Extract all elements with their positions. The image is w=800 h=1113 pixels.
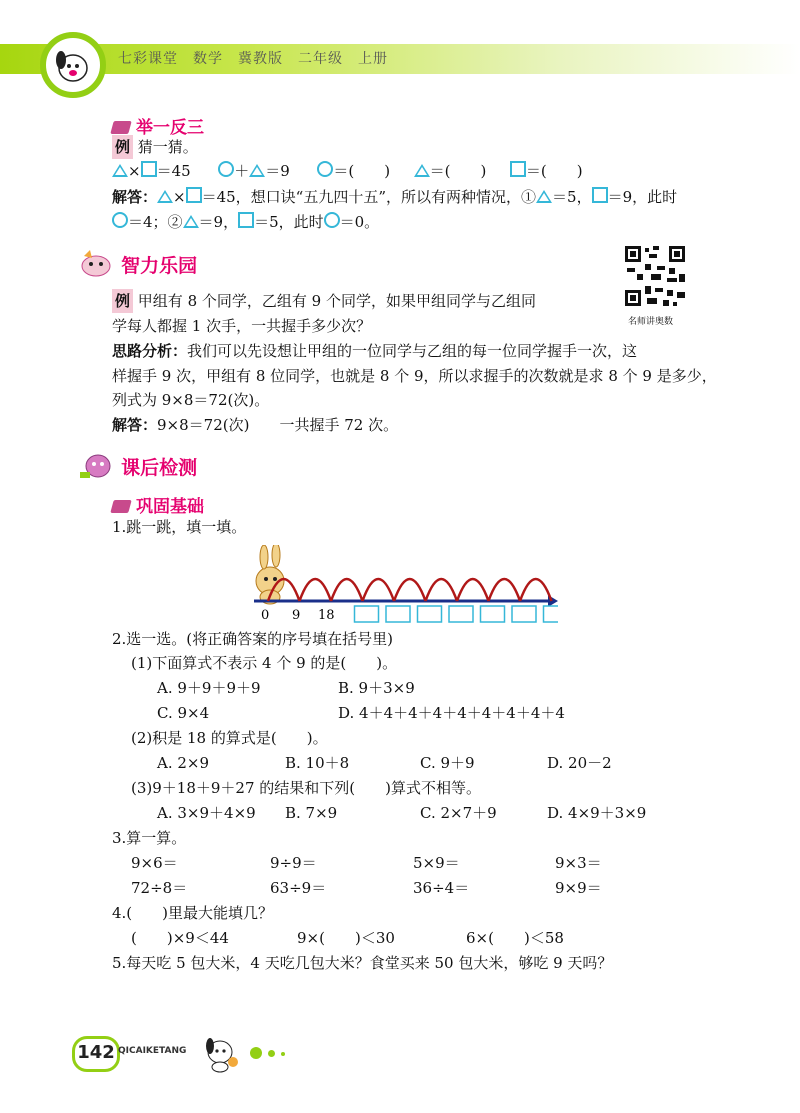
answer-box[interactable]: [386, 606, 410, 622]
option: D. 4×9＋3×9: [547, 804, 647, 822]
dog-mascot-icon: [200, 1034, 242, 1074]
answer-text: ＝0。: [339, 213, 380, 231]
circle-icon: [317, 161, 333, 177]
option: C. 9＋9: [420, 754, 475, 772]
calc-item: 36÷4＝: [413, 879, 470, 897]
jump-arc: [300, 579, 332, 601]
puzzle-example-line-2: 学每人都握 1 次手，一共握手多少次？: [112, 317, 372, 335]
jump-arc: [363, 579, 395, 601]
jump-arc: [520, 579, 552, 601]
example-line: [112, 135, 198, 159]
option: B. 9＋3×9: [338, 679, 415, 697]
answer-text: ＝9，此时: [607, 188, 678, 206]
calc-item: 9×6＝: [131, 854, 178, 872]
square-icon: [141, 161, 157, 177]
option: C. 9×4: [157, 704, 210, 722]
option: D. 20－2: [547, 754, 612, 772]
section-title-text: 举一反三: [136, 118, 204, 138]
question-2: 2.选一选。(将正确答案的序号填在括号里): [112, 630, 394, 648]
question-3: 3.算一算。: [112, 829, 187, 847]
book-icon: [110, 500, 131, 513]
book-icon: [110, 121, 131, 134]
triangle-icon: [157, 190, 173, 203]
answer-line-2: [112, 210, 379, 234]
answer-box[interactable]: [418, 606, 442, 622]
inequality-item: 9×( )＜30: [297, 929, 395, 947]
section-title-homework: [76, 450, 197, 480]
tick-label-0: 0: [261, 608, 270, 623]
answer-text: ＝5，: [552, 188, 592, 206]
jump-arc: [489, 579, 521, 601]
question-2-3: (3)9＋18＋9＋27 的结果和下列( )算式不相等。: [131, 779, 481, 797]
example-label: 例: [112, 135, 133, 159]
eq-text: ＝45: [156, 162, 191, 180]
analysis-label: 思路分析：: [112, 342, 188, 360]
jump-arc: [331, 579, 363, 601]
section-title-puzzle: [76, 248, 197, 278]
question-2-1: (1)下面算式不表示 4 个 9 的是( )。: [131, 654, 398, 672]
puzzle-example-line-1: [112, 289, 536, 313]
answer-text: ＝5，此时: [254, 213, 324, 231]
tick-label-9: 9: [292, 608, 301, 623]
decor-dot: [281, 1052, 285, 1056]
header-title: 七彩课堂 数学 冀教版 二年级 上册: [118, 51, 388, 67]
option: D. 4＋4＋4＋4＋4＋4＋4＋4＋4: [338, 704, 565, 722]
jump-arc: [457, 579, 489, 601]
answer-box[interactable]: [512, 606, 536, 622]
tick-label-18: 18: [318, 608, 335, 623]
puzzle-answer-line: [112, 413, 398, 437]
option: C. 2×7＋9: [420, 804, 497, 822]
equations-line: [112, 159, 583, 183]
mascot-logo: [40, 32, 106, 98]
inequality-item: 6×( )＜58: [466, 929, 564, 947]
answer-text: ×: [173, 188, 186, 206]
calc-item: 9×3＝: [555, 854, 602, 872]
number-line: [248, 545, 558, 625]
analysis-line-3: 列式为 9×8＝72(次)。: [112, 391, 270, 409]
question-5: 5.每天吃 5 包大米，4 天吃几包大米？食堂买来 50 包大米，够吃 9 天吗？: [112, 954, 613, 972]
analysis-line-2: 样握手 9 次，甲组有 8 位同学，也就是 8 个 9，所以求握手的次数就是求 8 个 9 是多少，: [112, 367, 717, 385]
eq-text: ＝( ): [525, 162, 583, 180]
eq-text: ×: [128, 162, 141, 180]
page-number: 142: [72, 1036, 120, 1072]
question-2-2: (2)积是 18 的算式是( )。: [131, 729, 328, 747]
answer-label: 解答：: [112, 416, 158, 434]
option: A. 3×9＋4×9: [157, 804, 256, 822]
dog-mascot-icon: [46, 38, 100, 92]
subsection-title: [112, 492, 204, 517]
calc-item: 63÷9＝: [270, 879, 327, 897]
qr-code-icon: [623, 244, 687, 308]
square-icon: [238, 212, 254, 228]
circle-icon: [112, 212, 128, 228]
jump-arc: [426, 579, 458, 601]
subsection-title-text: 巩固基础: [136, 497, 204, 517]
option: B. 10＋8: [285, 754, 350, 772]
option: A. 2×9: [157, 754, 210, 772]
triangle-icon: [249, 164, 265, 177]
example-label: 例: [112, 289, 133, 313]
answer-text: 9×8＝72(次) 一共握手 72 次。: [157, 416, 399, 434]
analysis-line-1: [112, 339, 637, 363]
triangle-icon: [112, 164, 128, 177]
answer-text: ＝45，想口诀“五九四十五”，所以有两种情况，①: [201, 188, 537, 206]
qr-caption: 名师讲奥数: [628, 317, 674, 327]
circle-icon: [324, 212, 340, 228]
section-title-text: 课后检测: [121, 457, 198, 479]
answer-line-1: [112, 185, 677, 209]
eq-text: ＝9: [265, 162, 290, 180]
square-icon: [592, 187, 608, 203]
triangle-icon: [536, 190, 552, 203]
answer-box[interactable]: [449, 606, 473, 622]
answer-box[interactable]: [355, 606, 379, 622]
calc-item: 72÷8＝: [131, 879, 188, 897]
eq-text: ＝( ): [333, 162, 391, 180]
option: B. 7×9: [285, 804, 338, 822]
answer-boxes: [355, 606, 559, 622]
eq-text: ＝( ): [429, 162, 487, 180]
square-icon: [510, 161, 526, 177]
jump-arcs: [268, 579, 552, 601]
triangle-icon: [414, 164, 430, 177]
circle-icon: [218, 161, 234, 177]
analysis-text: 我们可以先设想让甲组的一位同学与乙组的每一位同学握手一次，这: [187, 342, 638, 360]
option: A. 9＋9＋9＋9: [157, 679, 261, 697]
triangle-icon: [183, 215, 199, 228]
eq-text: ＋: [234, 162, 250, 180]
calc-item: 9÷9＝: [270, 854, 317, 872]
answer-box[interactable]: [544, 606, 559, 622]
question-1: 1.跳一跳，填一填。: [112, 518, 247, 536]
inequality-item: ( )×9＜44: [131, 929, 229, 947]
footer-brand: QICAIKETANG: [118, 1046, 187, 1056]
decor-dot: [250, 1047, 262, 1059]
example-text: 猜一猜。: [137, 138, 198, 156]
calc-item: 9×9＝: [555, 879, 602, 897]
cartoon-mascot-icon: [76, 248, 116, 278]
square-icon: [186, 187, 202, 203]
question-4: 4.( )里最大能填几？: [112, 904, 274, 922]
example-text: 甲组有 8 个同学，乙组有 9 个同学，如果甲组同学与乙组同: [137, 292, 536, 310]
calc-item: 5×9＝: [413, 854, 460, 872]
answer-box[interactable]: [481, 606, 505, 622]
cartoon-mascot-icon: [76, 450, 116, 480]
answer-text: ＝4；②: [128, 213, 183, 231]
jump-arc: [394, 579, 426, 601]
answer-label: 解答：: [112, 188, 158, 206]
section-title-text: 智力乐园: [121, 255, 198, 277]
decor-dot: [268, 1050, 275, 1057]
answer-text: ＝9，: [198, 213, 239, 231]
